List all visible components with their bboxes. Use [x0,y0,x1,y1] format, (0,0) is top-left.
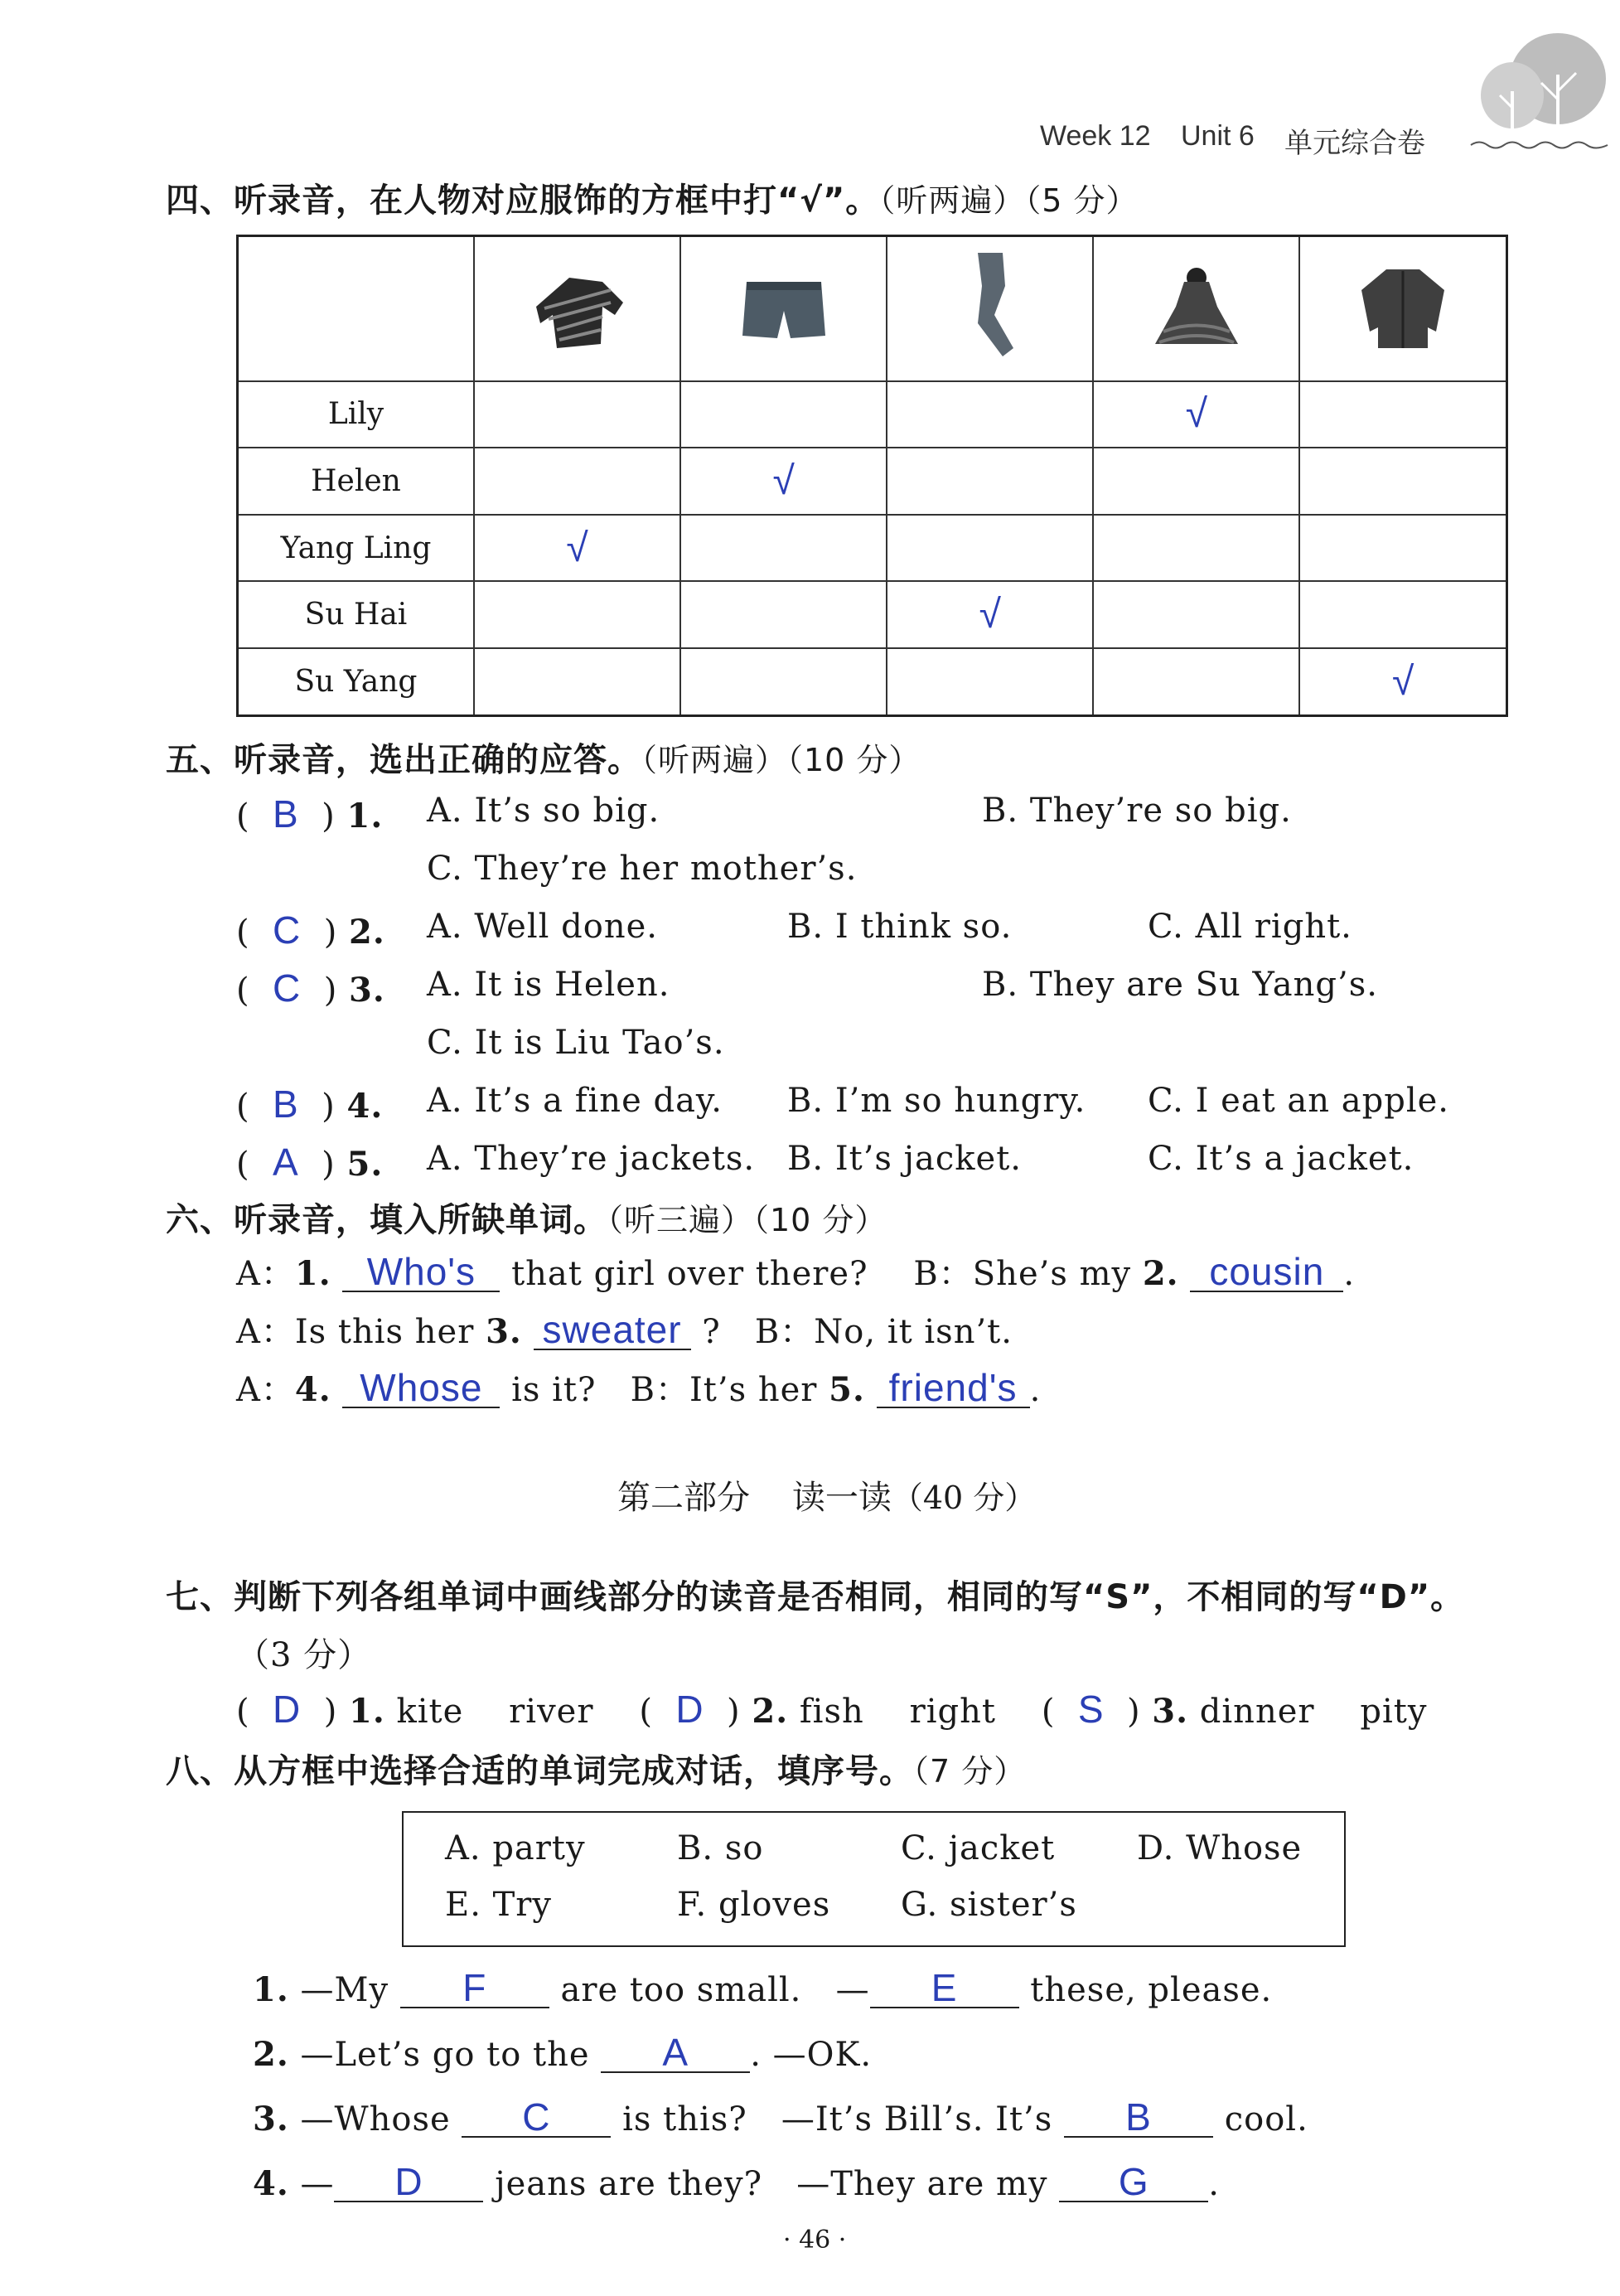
s6-text: ? [702,1313,721,1351]
section5-title [166,734,921,781]
row-name: Helen [238,448,475,515]
shorts-icon [726,257,842,356]
section7-title: 七、判断下列各组单词中画线部分的读音是否相同，相同的写“S”，不相同的写“D”。 [166,1578,1465,1616]
section8-title [166,1745,1026,1792]
word-option: B. so [677,1829,764,1867]
word-option: D. Whose [1137,1829,1303,1867]
s8-text: these, please. [1030,1971,1273,2009]
table-row [238,515,1507,582]
s8-num: 3. [253,2100,289,2139]
section5-title-text: 五、听录音，选出正确的应答。 [166,741,641,779]
s7-num: 1. [349,1692,385,1731]
sweater-cell [474,236,680,381]
s6-blank[interactable]: sweater [534,1310,691,1350]
s5-option-a: A. It’s a fine day. [427,1082,723,1120]
coat-cell [1299,236,1506,381]
s5-option-c: C. It’s a jacket. [1148,1140,1414,1178]
s8-text: jeans are they? [495,2165,763,2203]
word-option: E. Try [445,1886,553,1924]
s6-text: is it? [511,1371,597,1409]
row-name: Su Hai [238,581,475,648]
s8-text: is this? [622,2100,747,2139]
s6-num: 1. [294,1254,331,1293]
trousers-icon [932,245,1048,369]
check-cell: √ [680,448,887,515]
s8-blank[interactable]: E [870,1969,1019,2008]
check-cell [474,648,680,715]
s5-item: ( B ) 1. [236,792,384,836]
s8-text: . —OK. [750,2036,873,2074]
s5-num: 2. [349,913,385,952]
sweater-icon [520,257,636,356]
check-cell: √ [887,581,1093,648]
check-cell [1093,448,1299,515]
s8-text: are too small. [560,1971,802,2009]
s8-blank[interactable]: A [601,2033,750,2073]
section4-title-text: 四、听录音，在人物对应服饰的方框中打“√”。 [166,182,880,220]
dress-cell [1093,236,1299,381]
s8-num: 4. [253,2164,289,2203]
s5-num: 3. [349,971,385,1010]
check-cell [1299,381,1506,448]
header-title: 单元综合卷 [1284,128,1425,159]
s5-option-c: C. I eat an apple. [1148,1082,1449,1120]
part2-heading [617,1471,1036,1519]
page-number: · 46 · [783,2226,847,2255]
check-cell: √ [1299,648,1506,715]
word-option: C. jacket [901,1829,1056,1867]
s6-speaker: A：Is this her [236,1313,475,1351]
check-cell [680,515,887,582]
s6-speaker: A： [236,1371,295,1409]
section7-note: （3 分） [236,1636,372,1674]
s7-num: 2. [752,1692,789,1731]
check-cell [680,381,887,448]
section5-note: （听两遍）（10 分） [641,742,921,778]
s5-answer: C [273,966,302,1010]
check-cell: √ [474,515,680,582]
s7-word: pity [1360,1693,1428,1731]
table-corner-cell [238,236,475,381]
section6-title-text: 六、听录音，填入所缺单词。 [166,1201,607,1239]
s7-word: river [509,1693,594,1731]
s5-item: ( A ) 5. [236,1141,384,1184]
s8-text: —My [300,1971,389,2009]
s6-num: 5. [829,1370,865,1409]
tree-logo-icon [1467,25,1612,157]
s6-blank[interactable]: friend's [877,1368,1030,1408]
s8-blank[interactable]: G [1059,2163,1208,2202]
s6-line-1 [236,1247,1355,1295]
section4-title [166,174,1139,221]
s5-answer: B [273,792,299,836]
s7-num: 3. [1152,1692,1189,1731]
s6-text: . [1029,1371,1042,1409]
s8-q3 [253,2095,1308,2139]
s5-num: 4. [346,1087,384,1126]
trousers-cell [887,236,1093,381]
word-option: A. party [445,1829,586,1867]
s6-blank[interactable]: cousin [1190,1252,1343,1292]
s8-num: 2. [253,2035,289,2074]
s6-blank[interactable]: Who's [342,1252,500,1292]
check-cell [474,448,680,515]
s7-word: right [909,1693,996,1731]
s7-items: ( D ) 1. kite river ( D ) 2. fish right ( S ) 3. dinner pity [236,1688,1428,1731]
s6-blank[interactable]: Whose [342,1368,500,1408]
table-header-row [238,236,1507,381]
header-week: Week 12 [1040,120,1151,152]
check-cell [474,581,680,648]
s6-text: . [1343,1255,1356,1293]
s7-word: fish [799,1693,864,1731]
s5-option-c: C. It is Liu Tao’s. [427,1024,725,1062]
check-cell [1299,581,1506,648]
s6-speaker: B：It’s her [630,1371,818,1409]
part2-title: 第二部分 [617,1479,750,1517]
s6-num: 3. [486,1312,522,1351]
s5-item: ( B ) 4. [236,1083,384,1126]
check-cell [887,448,1093,515]
s5-option-b: B. I’m so hungry. [787,1082,1086,1120]
check-cell [887,515,1093,582]
s8-text: cool. [1224,2100,1308,2139]
s5-option-a: A. Well done. [427,908,658,946]
s5-option-b: B. They’re so big. [982,792,1292,830]
s8-text: — [300,2165,335,2203]
s6-speaker: B：No, it isn’t. [754,1313,1013,1351]
row-name: Su Yang [238,648,475,715]
s5-item: ( C ) 2. [236,908,385,952]
s7-answer: S [1077,1688,1105,1731]
check-cell [680,581,887,648]
section8-title-text: 八、从方框中选择合适的单词完成对话，填序号。 [166,1752,913,1790]
word-option: F. gloves [677,1886,831,1924]
s8-text: —Whose [300,2100,451,2139]
s5-option-b: B. I think so. [787,908,1013,946]
s6-num: 2. [1142,1254,1179,1293]
row-name: Yang Ling [238,515,475,582]
s5-option-a: A. It is Helen. [427,966,670,1004]
s5-answer: B [273,1083,299,1126]
s7-answer: D [273,1688,302,1731]
s5-num: 5. [346,1145,384,1184]
s5-num: 1. [346,797,384,836]
s5-answer: A [273,1141,299,1184]
s6-num: 4. [294,1370,331,1409]
s5-option-a: A. They’re jackets. [427,1140,756,1178]
check-cell [887,381,1093,448]
table-row [238,581,1507,648]
s7-answer: D [675,1688,704,1731]
check-cell [1093,581,1299,648]
s6-line-2 [236,1305,1013,1353]
s5-option-a: A. It’s so big. [427,792,660,830]
s8-q4 [253,2160,1220,2203]
s5-answer: C [273,908,302,952]
section6-note: （听三遍）（10 分） [607,1202,887,1238]
check-cell: √ [1093,381,1299,448]
part2-score: （40 分） [891,1480,1037,1516]
check-cell [1299,515,1506,582]
s8-blank[interactable]: F [400,1969,549,2008]
s5-option-c: C. All right. [1148,908,1352,946]
check-cell [1299,448,1506,515]
s5-option-b: B. It’s jacket. [787,1140,1023,1178]
part2-subtitle: 读一读 [791,1479,892,1517]
row-name: Lily [238,381,475,448]
section4-note: （听两遍）（5 分） [879,182,1139,219]
s8-text: — [835,1971,870,2009]
s8-blank[interactable]: D [334,2163,483,2202]
s8-blank[interactable]: C [462,2098,611,2138]
table-row [238,448,1507,515]
s5-option-c: C. They’re her mother’s. [427,850,858,888]
word-option: G. sister’s [901,1886,1077,1924]
s8-text: . [1208,2165,1220,2203]
dress-icon [1139,253,1255,361]
section6-title [166,1194,887,1241]
s6-speaker: B：She’s my [913,1255,1132,1293]
section8-note: （7 分） [913,1753,1027,1790]
clothes-table [236,235,1508,717]
s8-text: —It’s Bill’s. It’s [781,2100,1053,2139]
table-row [238,648,1507,715]
coat-icon [1345,253,1461,361]
s7-word: dinner [1199,1693,1315,1731]
check-cell [680,648,887,715]
s5-option-b: B. They are Su Yang’s. [982,966,1378,1004]
s6-speaker: A： [236,1255,295,1293]
s8-text: —Let’s go to the [300,2036,590,2074]
table-row [238,381,1507,448]
s5-item: ( C ) 3. [236,966,385,1010]
check-cell [887,648,1093,715]
s7-word: kite [396,1693,464,1731]
s6-text: that girl over there? [511,1255,868,1293]
s8-num: 1. [253,1970,289,2009]
shorts-cell [680,236,887,381]
s6-line-3 [236,1364,1041,1411]
check-cell [1093,515,1299,582]
check-cell [1093,648,1299,715]
s8-text: —They are my [796,2165,1048,2203]
s8-q1 [253,1966,1273,2009]
word-bank-box [402,1811,1346,1947]
s8-blank[interactable]: B [1064,2098,1213,2138]
s8-q2 [253,2033,872,2074]
check-cell [474,381,680,448]
header-unit: Unit 6 [1181,120,1255,152]
